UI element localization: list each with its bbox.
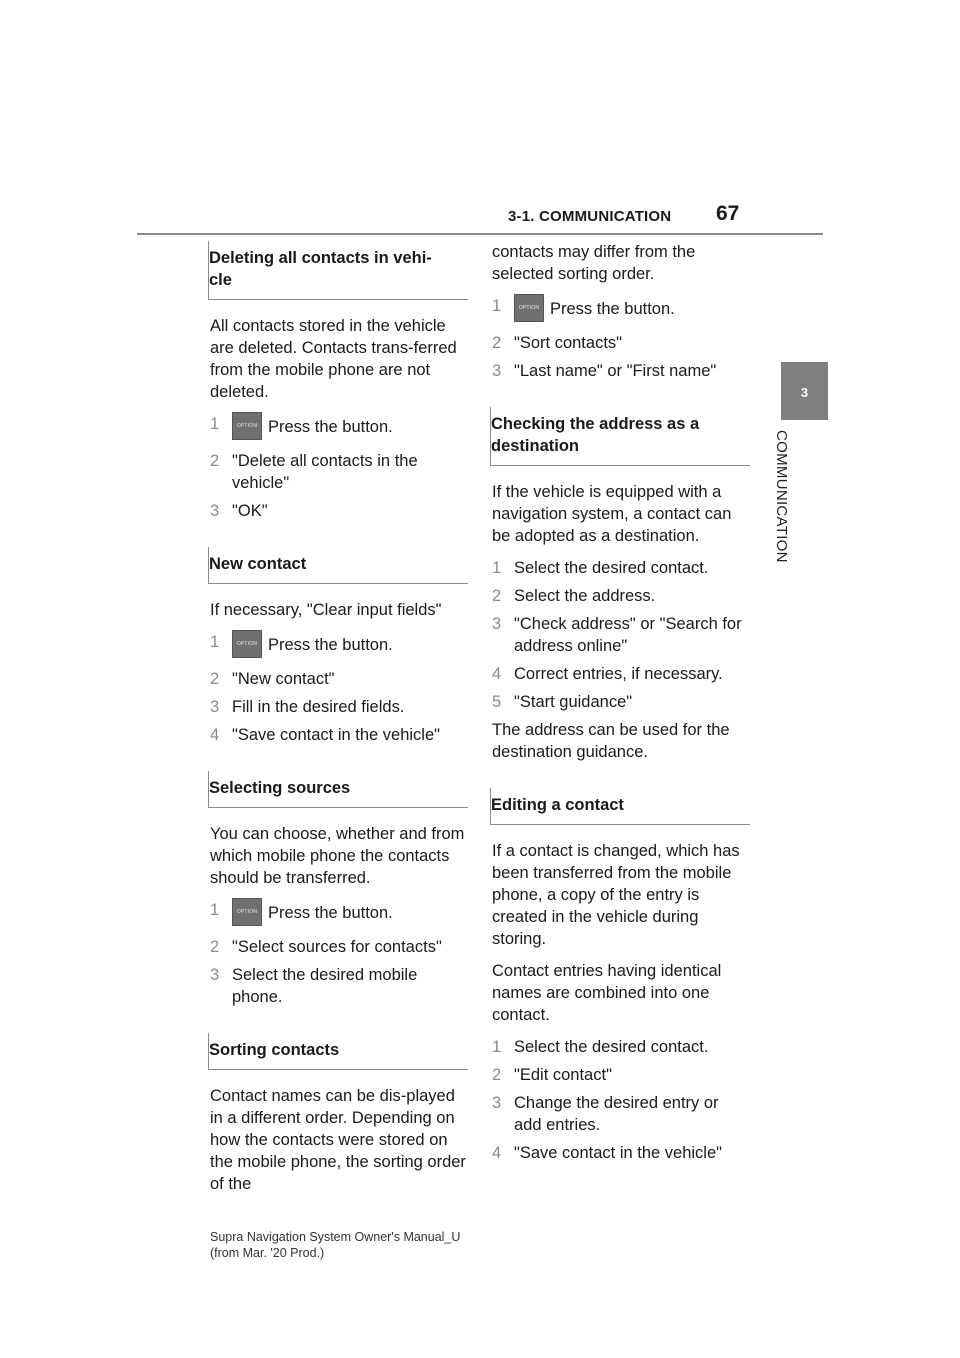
option-button-label: OPTION (236, 423, 258, 429)
step-list (492, 557, 750, 713)
step-text: "Edit contact" (514, 1066, 612, 1084)
chapter-tab-number: 3 (800, 385, 809, 400)
step-number: 2 (210, 670, 220, 688)
step-list (210, 413, 468, 522)
step-item (210, 500, 468, 522)
chapter-title: 3-1. COMMUNICATION (508, 208, 672, 225)
left-column (210, 241, 468, 1205)
step-item (492, 663, 750, 685)
manual-section (492, 407, 750, 763)
step-item (492, 360, 750, 382)
step-number: 3 (210, 698, 220, 716)
section-note: The address can be used for the destination guidance. (492, 721, 730, 761)
step-item (492, 295, 750, 323)
step-text: Change the desired entry or add entries. (514, 1094, 719, 1134)
step-item (210, 936, 468, 958)
step-item (210, 899, 468, 927)
footer-line-1: Supra Navigation System Owner's Manual_U (210, 1230, 461, 1244)
chapter-tab (781, 362, 828, 420)
footer-line-2: (from Mar. '20 Prod.) (210, 1246, 325, 1260)
step-text: "Start guidance" (514, 693, 633, 711)
step-number: 3 (492, 1094, 502, 1112)
step-list (210, 899, 468, 1008)
option-button-label: OPTION (518, 305, 540, 311)
step-number: 2 (492, 1066, 502, 1084)
step-item (210, 631, 468, 659)
section-paragraph: If the vehicle is equipped with a navigation system, a contact can be adopted as a destination. (492, 483, 732, 545)
step-item (492, 557, 750, 579)
step-number: 3 (492, 615, 502, 633)
option-button-label: OPTION (236, 641, 258, 647)
manual-section (492, 788, 750, 1164)
page-number: 67 (716, 202, 740, 225)
manual-section (210, 771, 468, 1008)
step-number: 4 (492, 1144, 502, 1162)
step-number: 5 (492, 693, 502, 711)
step-text: "Check address" or "Search for address online" (514, 615, 742, 655)
step-item (210, 450, 468, 494)
option-button-icon (232, 412, 262, 440)
section-heading: Selecting sources (208, 771, 468, 808)
section-heading: Deleting all contacts in vehi- cle (208, 241, 468, 300)
step-text: Press the button. (268, 904, 393, 922)
section-paragraph: Contact entries having identical names are combined into one contact. (492, 962, 722, 1024)
step-text: "Sort contacts" (514, 334, 623, 352)
step-number: 3 (492, 362, 502, 380)
step-item (210, 668, 468, 690)
step-number: 4 (210, 726, 220, 744)
step-number: 4 (492, 665, 502, 683)
chapter-side-label: COMMUNICATION (773, 430, 790, 563)
step-number: 1 (210, 901, 220, 919)
section-paragraph: All contacts stored in the vehicle are deleted. Contacts trans-ferred from the mobile phone are not deleted. (210, 317, 457, 401)
step-item (492, 332, 750, 354)
step-list (492, 1036, 750, 1164)
section-paragraph: If necessary, "Clear input fields" (210, 601, 442, 619)
manual-section (210, 241, 468, 522)
section-heading: Sorting contacts (208, 1033, 468, 1070)
step-text: Select the desired contact. (514, 1038, 709, 1056)
step-number: 3 (210, 502, 220, 520)
manual-section (210, 1033, 468, 1195)
option-button-icon (232, 898, 262, 926)
continued-paragraph: contacts may differ from the selected sorting order. (492, 243, 696, 283)
step-text: Press the button. (268, 636, 393, 654)
step-text: "Last name" or "First name" (514, 362, 717, 380)
step-item (492, 1064, 750, 1086)
step-text: "Delete all contacts in the vehicle" (232, 452, 418, 492)
continued-section (492, 241, 750, 382)
step-item (492, 691, 750, 713)
step-number: 1 (492, 297, 502, 315)
step-number: 2 (492, 334, 502, 352)
step-item (492, 585, 750, 607)
step-text: "Save contact in the vehicle" (232, 726, 440, 744)
option-button-label: OPTION (236, 909, 258, 915)
step-item (210, 964, 468, 1008)
section-paragraph: If a contact is changed, which has been transferred from the mobile phone, a copy of the entry is created in the vehicle during storing. (492, 842, 740, 948)
step-item (492, 1036, 750, 1058)
step-item (492, 1092, 750, 1136)
manual-footer (210, 1229, 460, 1261)
step-list (492, 295, 750, 382)
step-number: 2 (492, 587, 502, 605)
step-text: "Select sources for contacts" (232, 938, 442, 956)
section-heading: Checking the address as a destination (490, 407, 750, 466)
step-list (210, 631, 468, 746)
step-item (210, 724, 468, 746)
section-heading: New contact (208, 547, 468, 584)
step-text: "New contact" (232, 670, 335, 688)
step-text: Fill in the desired fields. (232, 698, 405, 716)
step-text: "OK" (232, 502, 268, 520)
section-paragraph: Contact names can be dis-played in a different order. Depending on how the contacts were stored on the mobile phone, the sorting order of the (210, 1087, 466, 1193)
step-text: Correct entries, if necessary. (514, 665, 723, 683)
option-button-icon (514, 294, 544, 322)
step-item (210, 413, 468, 441)
step-number: 2 (210, 938, 220, 956)
step-number: 2 (210, 452, 220, 470)
manual-section (210, 547, 468, 746)
step-number: 3 (210, 966, 220, 984)
option-button-icon (232, 630, 262, 658)
step-text: Press the button. (268, 418, 393, 436)
step-number: 1 (210, 633, 220, 651)
step-text: Press the button. (550, 300, 675, 318)
step-text: Select the desired mobile phone. (232, 966, 418, 1006)
step-number: 1 (492, 559, 502, 577)
header-rule (137, 233, 823, 235)
step-text: Select the desired contact. (514, 559, 709, 577)
step-item (492, 613, 750, 657)
right-column (492, 241, 750, 1170)
step-item (492, 1142, 750, 1164)
section-heading: Editing a contact (490, 788, 750, 825)
step-number: 1 (210, 415, 220, 433)
step-text: Select the address. (514, 587, 656, 605)
section-paragraph: You can choose, whether and from which mobile phone the contacts should be transferred. (210, 825, 465, 887)
step-text: "Save contact in the vehicle" (514, 1144, 722, 1162)
step-number: 1 (492, 1038, 502, 1056)
step-item (210, 696, 468, 718)
